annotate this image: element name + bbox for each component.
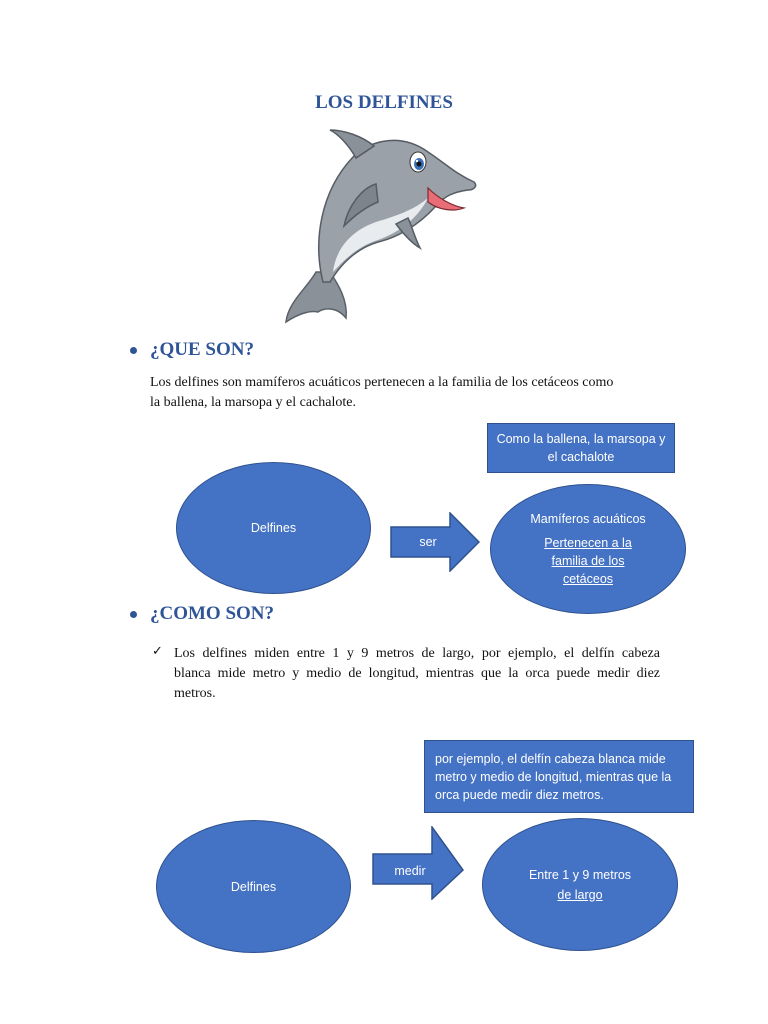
callout-box — [424, 740, 694, 813]
bullet-dot — [130, 347, 137, 354]
paragraph-line: metros. — [174, 686, 216, 701]
section2-paragraph — [174, 644, 660, 704]
paragraph-line: Los delfines miden entre 1 y 9 metros de largo, por ejemplo, el delfín cabeza — [174, 646, 660, 661]
ellipse-link-line: familia de los — [551, 554, 625, 568]
section1-paragraph — [150, 373, 670, 413]
paragraph-line: blanca mide metro y medio de longitud, mientras que la orca puede medir diez — [174, 666, 660, 681]
arrow-label: ser — [419, 535, 437, 549]
section-heading-que-son: ¿QUE SON? — [150, 339, 254, 360]
bullet-dot — [130, 611, 137, 618]
callout-box — [487, 423, 675, 473]
ellipse-delfines — [156, 820, 351, 953]
ellipse-title: Mamíferos acuáticos — [530, 512, 646, 526]
section-heading-como-son: ¿COMO SON? — [150, 603, 275, 624]
paragraph-line: la ballena, la marsopa y el cachalote. — [150, 395, 357, 410]
ellipse-mamiferos — [490, 484, 686, 614]
page-title: LOS DELFINES — [315, 92, 453, 113]
ellipse-link-line: Pertenecen a la — [544, 536, 632, 550]
callout-line: orca puede medir diez metros. — [435, 787, 604, 802]
ellipse-link-line: cetáceos — [562, 572, 614, 586]
paragraph-line: Los delfines son mamíferos acuáticos pertenecen a la familia de los cetáceos como — [150, 375, 614, 390]
callout-line: el cachalote — [547, 450, 615, 464]
ellipse-label: Delfines — [250, 521, 297, 535]
check-mark-icon: ✓ — [152, 644, 163, 659]
dolphin-illustration — [278, 122, 488, 332]
ellipse-label: Delfines — [230, 879, 277, 894]
ellipse-link-line: de largo — [557, 887, 603, 902]
ellipse-entre-metros — [482, 818, 678, 951]
arrow-label: medir — [394, 864, 426, 878]
ellipse-line: Entre 1 y 9 metros — [528, 867, 632, 882]
ellipse-delfines — [176, 462, 371, 594]
callout-line: por ejemplo, el delfín cabeza blanca mide — [435, 751, 666, 766]
callout-line: metro y medio de longitud, mientras que la — [435, 769, 672, 784]
callout-line: Como la ballena, la marsopa y — [496, 432, 666, 446]
